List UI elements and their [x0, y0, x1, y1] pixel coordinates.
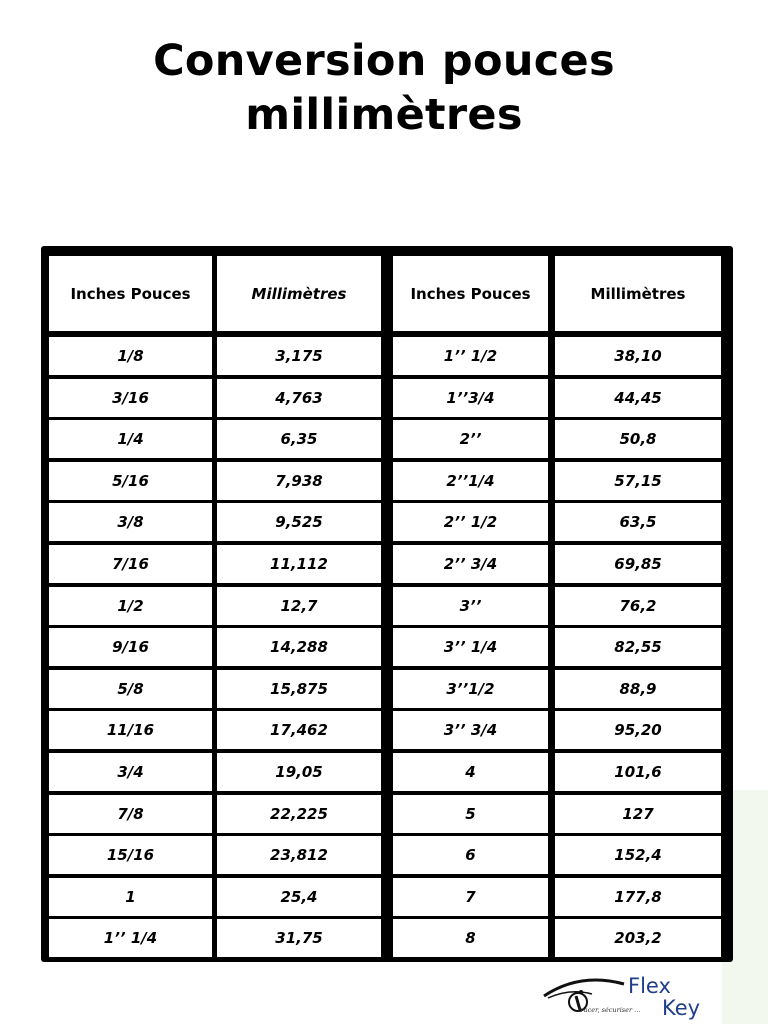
cell-inches: 3/16	[49, 379, 212, 417]
cell-inches: 2’’	[393, 420, 548, 458]
cell-inches: 3/8	[49, 503, 212, 541]
cell-mm: 50,8	[555, 420, 721, 458]
cell-mm: 152,4	[555, 836, 721, 874]
cell-inches: 3’’1/2	[393, 670, 548, 708]
cell-mm: 69,85	[555, 545, 721, 583]
cell-mm: 22,225	[217, 795, 381, 833]
cell-mm: 203,2	[555, 919, 721, 957]
cell-mm: 7,938	[217, 462, 381, 500]
logo-text-flex: Flex	[628, 974, 671, 998]
cell-inches: 1’’ 1/2	[393, 337, 548, 375]
cell-mm: 19,05	[217, 753, 381, 791]
cell-inches: 7	[393, 878, 548, 916]
cell-inches: 15/16	[49, 836, 212, 874]
title-line-2: millimètres	[245, 90, 523, 140]
cell-mm: 88,9	[555, 670, 721, 708]
cell-mm: 12,7	[217, 587, 381, 625]
cell-mm: 3,175	[217, 337, 381, 375]
cell-mm: 14,288	[217, 628, 381, 666]
cell-inches: 5	[393, 795, 548, 833]
cell-mm: 15,875	[217, 670, 381, 708]
cell-inches: 1’’ 1/4	[49, 919, 212, 957]
cell-inches: 5/8	[49, 670, 212, 708]
flexkey-logo	[540, 970, 720, 1024]
cell-inches: 3’’ 3/4	[393, 711, 548, 749]
cell-inches: 3’’	[393, 587, 548, 625]
cell-inches: 2’’ 1/2	[393, 503, 548, 541]
header-inches-2: Inches Pouces	[393, 256, 548, 331]
cell-inches: 11/16	[49, 711, 212, 749]
cell-mm: 63,5	[555, 503, 721, 541]
page-title	[0, 34, 768, 142]
cell-inches: 2’’ 3/4	[393, 545, 548, 583]
eye-logo-icon	[540, 970, 630, 1024]
cell-inches: 5/16	[49, 462, 212, 500]
cell-inches: 1	[49, 878, 212, 916]
cell-mm: 4,763	[217, 379, 381, 417]
cell-mm: 127	[555, 795, 721, 833]
cell-mm: 17,462	[217, 711, 381, 749]
cell-mm: 44,45	[555, 379, 721, 417]
cell-inches: 9/16	[49, 628, 212, 666]
cell-mm: 23,812	[217, 836, 381, 874]
cell-mm: 177,8	[555, 878, 721, 916]
cell-inches: 8	[393, 919, 548, 957]
title-line-1: Conversion pouces	[153, 36, 615, 86]
cell-mm: 25,4	[217, 878, 381, 916]
header-mm-2: Millimètres	[555, 256, 721, 331]
cell-inches: 1/2	[49, 587, 212, 625]
cell-inches: 2’’1/4	[393, 462, 548, 500]
cell-mm: 6,35	[217, 420, 381, 458]
cell-mm: 101,6	[555, 753, 721, 791]
cell-mm: 57,15	[555, 462, 721, 500]
conversion-table	[41, 246, 733, 962]
cell-inches: 1/4	[49, 420, 212, 458]
header-mm-1: Millimètres	[217, 256, 381, 331]
cell-inches: 3’’ 1/4	[393, 628, 548, 666]
cell-mm: 11,112	[217, 545, 381, 583]
cell-inches: 3/4	[49, 753, 212, 791]
logo-tagline: tracer, sécuriser ...	[578, 1006, 641, 1014]
header-inches-1: Inches Pouces	[49, 256, 212, 331]
cell-inches: 1’’3/4	[393, 379, 548, 417]
cell-inches: 7/8	[49, 795, 212, 833]
cell-inches: 1/8	[49, 337, 212, 375]
cell-mm: 9,525	[217, 503, 381, 541]
cell-mm: 31,75	[217, 919, 381, 957]
logo-text-key: Key	[662, 996, 701, 1020]
cell-mm: 82,55	[555, 628, 721, 666]
cell-mm: 76,2	[555, 587, 721, 625]
cell-inches: 7/16	[49, 545, 212, 583]
cell-mm: 38,10	[555, 337, 721, 375]
cell-inches: 6	[393, 836, 548, 874]
cell-mm: 95,20	[555, 711, 721, 749]
cell-inches: 4	[393, 753, 548, 791]
